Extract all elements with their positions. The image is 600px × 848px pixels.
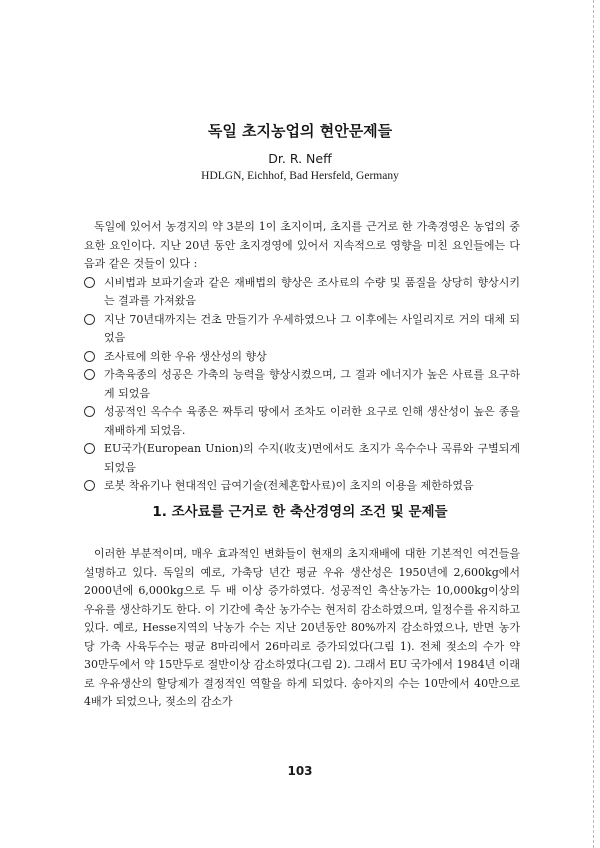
circle-bullet-icon xyxy=(84,443,95,454)
circle-bullet-icon xyxy=(84,314,95,325)
section1-body xyxy=(84,545,520,712)
list-item xyxy=(84,366,520,403)
article-header xyxy=(0,120,600,182)
circle-bullet-icon xyxy=(84,351,95,362)
list-item xyxy=(84,403,520,440)
author-name: Dr. R. Neff xyxy=(268,151,332,166)
circle-bullet-icon xyxy=(84,406,95,417)
page-number: 103 xyxy=(287,764,313,778)
circle-bullet-icon xyxy=(84,277,95,288)
list-item xyxy=(84,274,520,311)
list-item xyxy=(84,440,520,477)
intro-paragraph: 독일에 있어서 농경지의 약 3분의 1이 초지이며, 초지를 근거로 한 가축경영은 농업의 중요한 요인이다. 지난 20년 동안 초지경영에 있어서 지속적으로 영향을 미친 요인들에는 다음과 같은 것들이 있다 : xyxy=(84,220,520,270)
list-item xyxy=(84,311,520,348)
list-item-text: 시비법과 보파기술과 같은 재배법의 향상은 조사료의 수량 및 품질을 상당히 향상시키는 결과를 가져왔음 xyxy=(104,275,520,307)
article-title: 독일 초지농업의 현안문제들 xyxy=(207,122,393,140)
section1-paragraph: 이러한 부분적이며, 매우 효과적인 변화들이 현재의 초지재배에 대한 기본적인 여건들을 설명하고 있다. 독일의 예로, 가축당 년간 평균 우유 생산성은 1950년에 2,600kg에서 2000년에 6,000kg으로 두 배 이상 증가하였다. 성공적인 축산농가는 10,000kg이상의 우유를 생산하기도 한다. 이 기간에 축산 농가수는 현저히 감소하였으며, 일정수를 유지하고 있다. 예로, Hesse지역의 낙농가 수는 지난 20년동안 80%까지 감소하였으나, 반면 농가 당 가축 사육두수는 평균 8마리에서 26마리로 증가되었다(그림 1). 전체 젖소의 수가 약 30만두에서 약 15만두로 절반이상 감소하였다(그림 2). 그래서 EU 국가에서 1984년 이래로 우유생산의 할당제가 결정적인 역할을 하게 되었다. 송아지의 수는 10만에서 40만으로 4배가 되었으나, 젖소의 감소가 xyxy=(84,547,520,708)
circle-bullet-icon xyxy=(84,480,95,491)
circle-bullet-icon xyxy=(84,369,95,380)
list-item xyxy=(84,477,520,496)
list-item-text: 성공적인 옥수수 육종은 짜투리 땅에서 조차도 이러한 요구로 인해 생산성이 높은 종을 재배하게 되었음. xyxy=(104,405,520,437)
list-item-text: 가축육종의 성공은 가축의 능력을 향상시켰으며, 그 결과 에너지가 높은 사료를 요구하게 되었음 xyxy=(104,368,520,400)
factor-list xyxy=(84,274,520,496)
list-item-text: 지난 70년대까지는 건초 만들기가 우세하였으나 그 이후에는 사일리지로 거의 대체 되었음 xyxy=(104,312,520,344)
intro-section xyxy=(84,218,520,496)
section-heading: 1. 조사료를 근거로 한 축산경영의 조건 및 문제들 xyxy=(152,504,448,520)
list-item xyxy=(84,348,520,367)
list-item-text: 조사료에 의한 우유 생산성의 향상 xyxy=(104,349,267,363)
author-affiliation: HDLGN, Eichhof, Bad Hersfeld, Germany xyxy=(201,170,399,182)
list-item-text: 로봇 착유기나 현대적인 급여기술(전체혼합사료)이 초지의 이용을 제한하였음 xyxy=(104,479,474,492)
list-item-text: EU국가(European Union)의 수지(收支)면에서도 초지가 옥수수나 곡류와 구별되게 되었음 xyxy=(104,442,520,474)
